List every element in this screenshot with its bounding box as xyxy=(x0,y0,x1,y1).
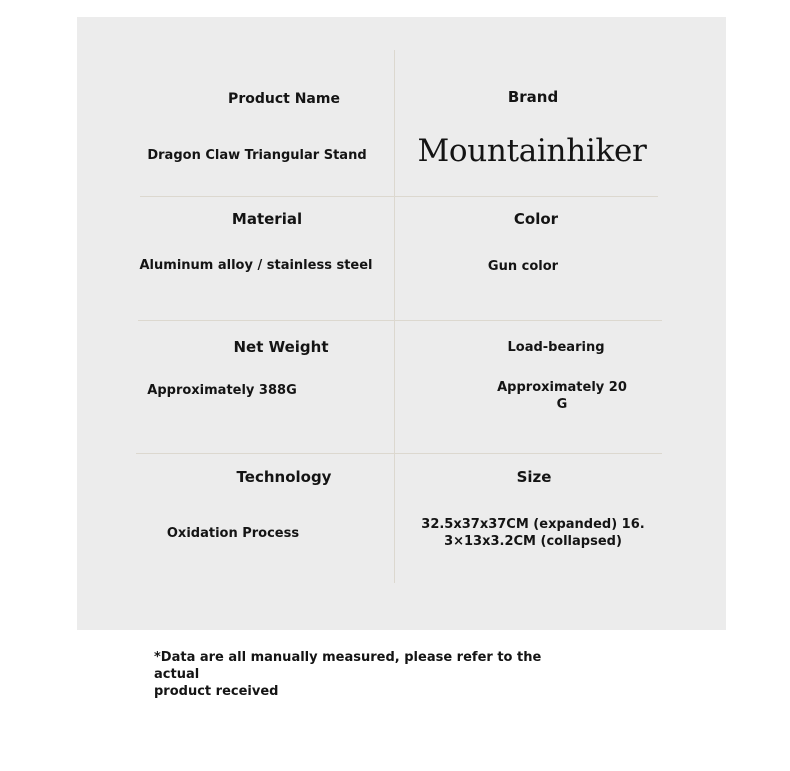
brand-logo: Mountainhiker xyxy=(417,133,647,169)
brand-label: Brand xyxy=(507,88,559,106)
load-bearing-value xyxy=(497,379,627,413)
size-value-line-2: 3×13x3.2CM (collapsed) xyxy=(444,534,622,549)
row-divider-1 xyxy=(140,196,658,197)
product-name-value: Dragon Claw Triangular Stand xyxy=(147,148,367,163)
column-divider xyxy=(394,50,395,583)
load-bearing-value-line-2: G xyxy=(556,397,568,412)
row-divider-3 xyxy=(136,453,662,454)
disclaimer-line-2: product received xyxy=(154,684,279,699)
measurement-disclaimer xyxy=(154,649,574,700)
material-value: Aluminum alloy / stainless steel xyxy=(139,258,373,273)
color-value: Gun color xyxy=(487,259,559,274)
size-value-line-1: 32.5x37x37CM (expanded) 16. xyxy=(421,517,645,532)
load-bearing-value-line-1: Approximately 20 xyxy=(497,380,627,395)
technology-value: Oxidation Process xyxy=(166,526,300,541)
size-value xyxy=(421,516,644,550)
material-label: Material xyxy=(231,210,303,228)
color-label: Color xyxy=(513,210,559,228)
disclaimer-line-1: *Data are all manually measured, please refer to the actual xyxy=(154,650,542,682)
row-divider-2 xyxy=(138,320,662,321)
size-label: Size xyxy=(516,468,552,486)
net-weight-value: Approximately 388G xyxy=(147,383,297,398)
net-weight-label: Net Weight xyxy=(233,338,329,356)
technology-label: Technology xyxy=(236,468,332,486)
load-bearing-label: Load-bearing xyxy=(507,340,605,355)
product-name-label: Product Name xyxy=(228,91,340,107)
